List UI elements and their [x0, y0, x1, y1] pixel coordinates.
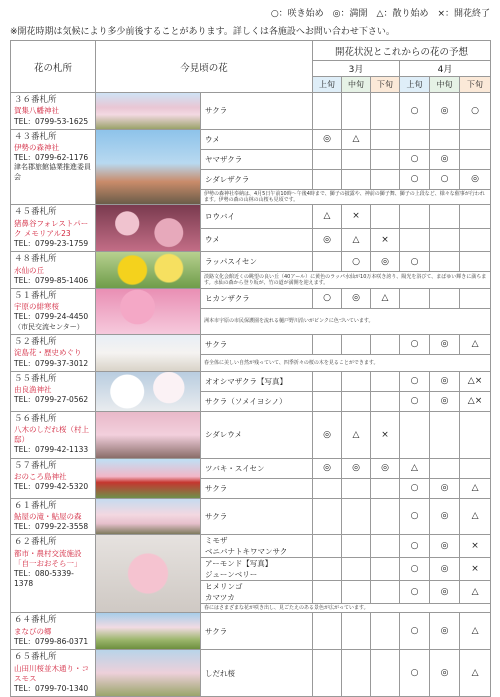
bloom-status: △ — [460, 650, 491, 697]
place-cell — [11, 411, 96, 458]
flower-photo — [96, 288, 201, 334]
place-number: ４５番札所 — [14, 207, 57, 218]
bloom-status: ○ — [430, 169, 460, 189]
place-name: 猪鼻谷フォレストパーク メモリアル23 — [14, 218, 89, 238]
bloom-status — [430, 411, 460, 458]
flower-photo — [96, 650, 201, 697]
period-header: 中旬 — [430, 77, 460, 93]
bloom-status — [400, 228, 430, 251]
flower-name: ラッパスイセン — [201, 252, 313, 272]
bloom-status: ◎ — [430, 478, 460, 498]
place-number: ６４番札所 — [14, 615, 57, 626]
bloom-status: ◎ — [313, 129, 342, 149]
place-cell — [11, 252, 96, 289]
bloom-status — [342, 581, 371, 604]
bloom-status — [342, 391, 371, 411]
bloom-status: ○ — [400, 650, 430, 697]
bloom-status: ○ — [400, 613, 430, 650]
bloom-status — [400, 129, 430, 149]
bloom-status: ○ — [400, 149, 430, 169]
bloom-status: △ — [460, 498, 491, 535]
bloom-status — [371, 391, 400, 411]
photo-image — [96, 372, 200, 411]
flower-name: サクラ（ソメイヨシノ） — [201, 391, 313, 411]
place-tel: TEL：0799-86-0371 — [14, 637, 89, 647]
flower-name: シダレザクラ — [201, 169, 313, 189]
place-tel: TEL：0799-24-4450 — [14, 312, 89, 322]
flower-name: しだれ桜 — [201, 650, 313, 697]
flower-photo — [96, 129, 201, 205]
table-row — [11, 288, 491, 308]
bloom-status — [313, 650, 342, 697]
flower-name: サクラ — [201, 334, 313, 354]
bloom-status: × — [460, 535, 491, 558]
table-row — [11, 498, 491, 535]
place-number: ６１番札所 — [14, 500, 57, 511]
place-cell — [11, 205, 96, 252]
table-row — [11, 458, 491, 478]
bloom-status — [342, 169, 371, 189]
place-cell — [11, 129, 96, 205]
table-row — [11, 205, 491, 228]
place-number: ６２番札所 — [14, 537, 57, 548]
flower-photo — [96, 334, 201, 371]
place-name: 由良漁神社 — [14, 385, 52, 395]
bloom-status: ○ — [400, 391, 430, 411]
place-tel: TEL：0799-42-1133 — [14, 445, 89, 455]
bloom-status: ○ — [400, 371, 430, 391]
bloom-status — [460, 149, 491, 169]
place-name: まなびの郷 — [14, 626, 52, 636]
bloom-status: ◎ — [430, 498, 460, 535]
bloom-status — [371, 149, 400, 169]
bloom-status: △ — [460, 581, 491, 604]
place-tel: TEL：0799-42-5320 — [14, 482, 89, 492]
bloom-status — [371, 93, 400, 130]
place-name: 鮎屋の滝・鮎屋の森 — [14, 511, 82, 521]
bloom-status — [371, 334, 400, 354]
bloom-status — [371, 650, 400, 697]
flower-photo — [96, 93, 201, 130]
photo-image — [96, 459, 200, 498]
table-row — [11, 535, 491, 558]
table-row — [11, 411, 491, 458]
place-name: 賀集八幡神社 — [14, 106, 59, 116]
place-tel: TEL：0799-27-0562 — [14, 395, 89, 405]
bloom-status — [342, 498, 371, 535]
header-flower: 今見頃の花 — [96, 41, 313, 93]
bloom-status — [371, 371, 400, 391]
bloom-status: △ — [371, 288, 400, 308]
place-tel: TEL：0799-22-3558 — [14, 522, 89, 532]
bloom-status: ◎ — [430, 650, 460, 697]
place-tel: TEL：0799-70-1340 — [14, 683, 89, 693]
flower-name: ミモザ ベニバナトキワマンサク — [201, 535, 313, 558]
bloom-status — [371, 535, 400, 558]
month-march: 3月 — [313, 61, 400, 77]
bloom-status — [371, 613, 400, 650]
bloom-status — [342, 371, 371, 391]
bloom-status — [313, 334, 342, 354]
bloom-status — [342, 334, 371, 354]
bloom-status — [460, 458, 491, 478]
bloom-status — [313, 93, 342, 130]
flower-name: ウメ — [201, 129, 313, 149]
flower-photo — [96, 458, 201, 498]
bloom-status — [313, 535, 342, 558]
place-number: ４８番札所 — [14, 254, 57, 265]
flower-photo — [96, 371, 201, 411]
place-cell — [11, 613, 96, 650]
bloom-status: ◎ — [371, 252, 400, 272]
flower-name: シダレウメ — [201, 411, 313, 458]
bloom-status — [460, 288, 491, 308]
place-extra: 津名郡旅館協業推進委員会 — [14, 163, 91, 181]
bloom-status — [313, 558, 342, 581]
place-tel: TEL：0799-37-3012 — [14, 358, 89, 368]
flower-name: サクラ — [201, 93, 313, 130]
place-tel: TEL：0799-53-1625 — [14, 116, 89, 126]
photo-image — [96, 412, 200, 458]
bloom-status: × — [342, 205, 371, 228]
bloom-status — [460, 252, 491, 272]
bloom-status — [371, 498, 400, 535]
bloom-status — [460, 205, 491, 228]
photo-image — [96, 205, 200, 251]
bloom-status: ◎ — [430, 149, 460, 169]
place-name: 宇原の緋寒桜 — [14, 302, 59, 312]
bloom-status: △ — [460, 334, 491, 354]
flower-photo — [96, 252, 201, 289]
photo-image — [96, 499, 200, 535]
photo-image — [96, 93, 200, 129]
bloom-status: ○ — [313, 288, 342, 308]
place-number: ４３番札所 — [14, 131, 57, 142]
bloom-status — [342, 93, 371, 130]
bloom-status — [342, 650, 371, 697]
table-row — [11, 613, 491, 650]
period-header: 上旬 — [313, 77, 342, 93]
bloom-status — [342, 478, 371, 498]
bloom-status — [313, 391, 342, 411]
flower-photo — [96, 535, 201, 613]
bloom-status: ◎ — [342, 288, 371, 308]
bloom-status — [313, 478, 342, 498]
bloom-status: ◎ — [430, 93, 460, 130]
bloom-status: △ — [460, 613, 491, 650]
photo-image — [96, 335, 200, 371]
place-cell — [11, 93, 96, 130]
bloom-status: △ — [460, 478, 491, 498]
place-number: ３６番札所 — [14, 95, 57, 105]
place-number: ６５番札所 — [14, 652, 57, 663]
table-row — [11, 650, 491, 697]
place-number: ５５番札所 — [14, 373, 57, 384]
photo-image — [96, 613, 200, 649]
place-number: ５６番札所 — [14, 413, 57, 424]
bloom-status: ◎ — [313, 228, 342, 251]
flower-name: ヤマザクラ — [201, 149, 313, 169]
flower-name: ロウバイ — [201, 205, 313, 228]
bloom-status: △ — [342, 228, 371, 251]
bloom-status: × — [460, 558, 491, 581]
bloom-status — [430, 458, 460, 478]
bloom-status: ◎ — [430, 535, 460, 558]
flower-name: サクラ — [201, 613, 313, 650]
bloom-status — [371, 478, 400, 498]
bloom-status — [460, 129, 491, 149]
place-number: ５７番札所 — [14, 460, 57, 471]
description: 春にはさまざまな花が咲き出し、見ごたえのある景色が広がっています。 — [201, 604, 491, 613]
bloom-status — [430, 288, 460, 308]
bloom-status: △ — [400, 458, 430, 478]
photo-image — [96, 289, 200, 334]
bloom-status: ◎ — [430, 581, 460, 604]
bloom-status — [313, 149, 342, 169]
place-cell — [11, 650, 96, 697]
photo-image — [96, 252, 200, 288]
bloom-status: ◎ — [430, 613, 460, 650]
bloom-status — [430, 205, 460, 228]
bloom-status — [313, 252, 342, 272]
place-number: ５１番札所 — [14, 290, 57, 301]
flower-name: ヒメリンゴ カマツカ — [201, 581, 313, 604]
bloom-status — [400, 411, 430, 458]
bloom-status: △× — [460, 371, 491, 391]
header-status: 開花状況とこれからの花の予想 — [313, 41, 491, 61]
bloom-status: × — [371, 411, 400, 458]
table-row — [11, 129, 491, 149]
flower-photo — [96, 613, 201, 650]
bloom-status: ◎ — [313, 411, 342, 458]
description: 淡路文化会館近くの眺望の良い丘（40アール）に黄色のラッパ水仙が10万本咲き誇り、陽光を浴びて、まばゆい輝きに満ちます。水仙の森から登り坂が、竹の道が満開を迎えます。 — [201, 272, 491, 289]
description: 伊勢の森神社奉納は、4月5日午前10時～午後4時まで、獅子の披露や、神前の獅子舞、獅子の上段など、様々な催事が行われます。伊勢の森の山林の山桜も見頃です。 — [201, 189, 491, 205]
place-name: 伊勢の森神社 — [14, 143, 59, 153]
bloom-status: ○ — [400, 581, 430, 604]
period-header: 上旬 — [400, 77, 430, 93]
place-tel: TEL：0799-85-1406 — [14, 275, 89, 285]
place-tel: TEL：080-5339-1378 — [14, 568, 74, 589]
header-place: 花の札所 — [11, 41, 96, 93]
table-row — [11, 93, 491, 130]
bloom-status — [342, 558, 371, 581]
period-header: 下旬 — [371, 77, 400, 93]
bloom-status: ○ — [400, 334, 430, 354]
bloom-status — [313, 581, 342, 604]
bloom-status: △ — [313, 205, 342, 228]
bloom-status: ◎ — [371, 458, 400, 478]
flower-name: オオシマザクラ【写真】 — [201, 371, 313, 391]
bloom-status — [342, 613, 371, 650]
place-cell — [11, 498, 96, 535]
description: 春全体に美しい自然が残っていて、四季折々の桜の木を見ることができます。 — [201, 354, 491, 371]
bloom-status: ◎ — [430, 558, 460, 581]
table-row — [11, 371, 491, 391]
place-tel: TEL：0799-62-1176 — [14, 153, 89, 163]
bloom-status: ○ — [400, 478, 430, 498]
bloom-table — [10, 40, 491, 697]
bloom-status — [313, 169, 342, 189]
place-name: 都市・農村交流施設 「自一おおそら一」 — [14, 548, 82, 568]
flower-name: ツバキ・スイセン — [201, 458, 313, 478]
bloom-status: × — [371, 228, 400, 251]
bloom-status — [400, 288, 430, 308]
place-name: おのころ島神社 — [14, 471, 67, 481]
place-cell — [11, 371, 96, 411]
photo-image — [96, 130, 200, 205]
bloom-status: △ — [342, 129, 371, 149]
flower-photo — [96, 205, 201, 252]
bloom-status: ○ — [400, 558, 430, 581]
bloom-status — [460, 228, 491, 251]
period-header: 中旬 — [342, 77, 371, 93]
bloom-status: ○ — [400, 535, 430, 558]
bloom-status — [460, 411, 491, 458]
bloom-status: ○ — [400, 169, 430, 189]
bloom-status: ◎ — [342, 458, 371, 478]
photo-image — [96, 650, 200, 696]
place-extra: （市民交流センター） — [14, 322, 84, 331]
bloom-status: △ — [342, 411, 371, 458]
bloom-status — [342, 149, 371, 169]
place-cell — [11, 288, 96, 334]
period-header: 下旬 — [460, 77, 491, 93]
flower-photo — [96, 498, 201, 535]
bloom-status: △× — [460, 391, 491, 411]
photo-image — [96, 535, 200, 612]
bloom-status: ◎ — [460, 169, 491, 189]
month-april: 4月 — [400, 61, 491, 77]
bloom-status — [430, 129, 460, 149]
bloom-status — [371, 205, 400, 228]
bloom-status — [371, 558, 400, 581]
table-row — [11, 334, 491, 354]
flower-name: アーモンド【写真】 ジューンベリー — [201, 558, 313, 581]
place-name: 淀島花・歴史めぐり — [14, 348, 82, 358]
description: 洲本市宇原の市民保護園を流れる樋戸野川沿いがピンクに色づいています。 — [201, 308, 491, 334]
bloom-status: ○ — [400, 252, 430, 272]
bloom-status: ○ — [400, 93, 430, 130]
place-number: ５２番札所 — [14, 336, 57, 347]
bloom-status — [342, 535, 371, 558]
bloom-status: ◎ — [430, 334, 460, 354]
bloom-status: ◎ — [430, 391, 460, 411]
place-cell — [11, 535, 96, 613]
bloom-status — [400, 205, 430, 228]
bloom-status — [430, 228, 460, 251]
bloom-status — [430, 252, 460, 272]
place-tel: TEL：0799-23-1759 — [14, 238, 89, 248]
note: ※開花時期は気候により多少前後することがあります。詳しくは各施設へお問い合わせ下さい。 — [10, 27, 395, 37]
bloom-status: ◎ — [313, 458, 342, 478]
table-row — [11, 252, 491, 272]
bloom-status: ○ — [342, 252, 371, 272]
bloom-status — [313, 371, 342, 391]
place-cell — [11, 458, 96, 498]
bloom-status — [313, 613, 342, 650]
bloom-status: ◎ — [430, 371, 460, 391]
flower-name: ヒカンザクラ — [201, 288, 313, 308]
flower-name: サクラ — [201, 498, 313, 535]
flower-name: サクラ — [201, 478, 313, 498]
place-cell — [11, 334, 96, 371]
place-name: 八木のしだれ桜（村上邸） — [14, 425, 89, 445]
flower-name: ウメ — [201, 228, 313, 251]
legend: ○：咲き始め ◎：満開 △：散り始め ×：開花終了 — [270, 9, 490, 19]
place-name: 山田川桜並木通り・コスモス — [14, 663, 89, 683]
place-name: 水仙の丘 — [14, 265, 44, 275]
bloom-status — [371, 169, 400, 189]
bloom-status — [313, 498, 342, 535]
bloom-status: ○ — [400, 498, 430, 535]
bloom-status — [371, 581, 400, 604]
bloom-status: ○ — [460, 93, 491, 130]
flower-photo — [96, 411, 201, 458]
bloom-status — [371, 129, 400, 149]
